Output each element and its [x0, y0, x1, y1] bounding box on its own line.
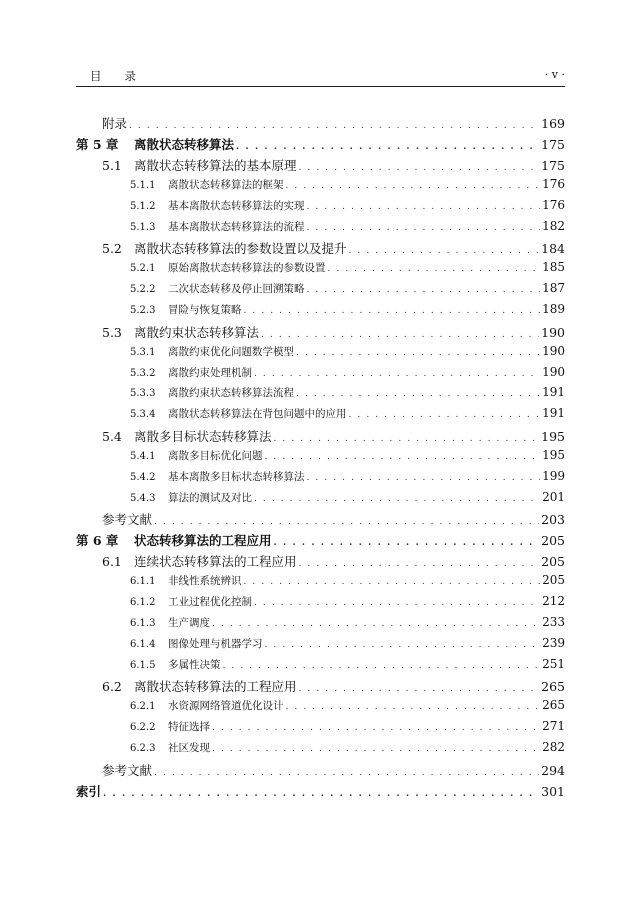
- toc-entry-number: 5.2.2: [130, 284, 156, 296]
- toc-entry[interactable]: [76, 448, 565, 469]
- dot-leader: [265, 452, 541, 462]
- toc-entry-number: 6.1.5: [130, 659, 156, 671]
- dot-leader: [349, 246, 540, 256]
- toc-entry-title: 工业过程优化控制: [168, 596, 252, 609]
- toc-entry-title: 非线性系统辨识: [168, 575, 242, 588]
- toc-entry-title: 参考文献: [102, 762, 153, 778]
- toc-entry-number: 5.3.1: [130, 346, 156, 358]
- dot-leader: [296, 348, 540, 358]
- toc-entry-number: 5.2: [102, 241, 122, 257]
- toc-entry[interactable]: [76, 219, 565, 240]
- toc-entry-title: 索引: [76, 783, 102, 799]
- toc-entry-number: 6.1.2: [130, 597, 156, 609]
- toc-entry[interactable]: [76, 385, 565, 406]
- toc-entry[interactable]: [76, 302, 565, 323]
- toc-entry-title: 离散状态转移算法在背包问题中的应用: [168, 408, 347, 421]
- dot-leader: [212, 619, 540, 629]
- toc-entry-title: 离散约束状态转移算法: [134, 324, 260, 340]
- table-of-contents: [76, 114, 565, 803]
- toc-entry-number: 6.2.3: [130, 742, 156, 754]
- toc-entry[interactable]: [76, 469, 565, 490]
- toc-entry-page: 175: [541, 137, 565, 152]
- toc-entry-page: 205: [541, 554, 565, 570]
- toc-entry[interactable]: [76, 594, 565, 615]
- toc-entry-page: 195: [542, 447, 565, 462]
- dot-leader: [212, 744, 540, 754]
- toc-entry-page: 169: [541, 116, 565, 131]
- toc-entry-number: 5.2.3: [130, 304, 156, 316]
- toc-entry-title: 离散状态转移算法: [134, 137, 235, 152]
- toc-entry[interactable]: [76, 239, 565, 260]
- toc-entry-page: 189: [542, 301, 565, 316]
- toc-entry-title: 基本离散状态转移算法的实现: [168, 199, 305, 212]
- toc-entry[interactable]: [76, 281, 565, 302]
- toc-entry-title: 离散约束处理机制: [168, 366, 252, 379]
- running-header: [76, 66, 565, 84]
- toc-entry-title: 水资源网络管道优化设计: [168, 700, 284, 713]
- dot-leader: [103, 789, 539, 799]
- dot-leader: [274, 538, 540, 548]
- toc-entry-number: 5.1.2: [130, 200, 156, 212]
- toc-entry[interactable]: [76, 427, 565, 448]
- dot-leader: [223, 661, 541, 671]
- toc-entry-title: 离散约束优化问题数学模型: [168, 345, 294, 358]
- dot-leader: [328, 264, 541, 274]
- toc-entry-number: 5.1: [102, 158, 122, 173]
- dot-leader: [212, 723, 540, 733]
- toc-entry-page: 282: [542, 739, 565, 754]
- dot-leader: [254, 369, 540, 379]
- toc-entry[interactable]: [76, 573, 565, 594]
- toc-entry-title: 离散状态转移算法的工程应用: [134, 679, 297, 695]
- toc-entry-number: 第 5 章: [76, 137, 119, 152]
- toc-entry[interactable]: [76, 365, 565, 386]
- toc-entry-number: 6.2: [102, 679, 122, 695]
- dot-leader: [274, 434, 540, 444]
- dot-leader: [307, 223, 541, 233]
- dot-leader: [286, 702, 541, 712]
- toc-entry[interactable]: [76, 510, 565, 531]
- dot-leader: [349, 410, 541, 420]
- toc-entry-page: 205: [542, 573, 565, 588]
- dot-leader: [307, 202, 541, 212]
- toc-entry-page: 191: [542, 406, 565, 421]
- dot-leader: [307, 473, 541, 483]
- toc-entry-page: 190: [541, 324, 565, 340]
- dot-leader: [154, 768, 539, 778]
- toc-entry[interactable]: [76, 406, 565, 427]
- dot-leader: [286, 181, 541, 191]
- dot-leader: [261, 330, 539, 340]
- toc-entry-number: 6.1.3: [130, 617, 156, 629]
- toc-entry-title: 基本离散状态转移算法的流程: [168, 220, 305, 233]
- toc-entry-title: 冒险与恢复策略: [168, 303, 242, 316]
- toc-entry-page: 191: [542, 385, 565, 400]
- toc-entry[interactable]: [76, 636, 565, 657]
- toc-entry-page: 195: [541, 428, 565, 444]
- toc-entry[interactable]: [76, 740, 565, 761]
- toc-entry-number: 5.4.2: [130, 471, 156, 483]
- toc-entry-page: 175: [541, 158, 565, 173]
- toc-entry-page: 294: [541, 762, 565, 778]
- toc-entry-number: 5.3: [102, 324, 122, 340]
- toc-entry[interactable]: [76, 177, 565, 198]
- toc-entry-number: 6.2.2: [130, 722, 156, 734]
- toc-entry[interactable]: [76, 344, 565, 365]
- toc-entry-page: 265: [541, 679, 565, 695]
- toc-entry-title: 特征选择: [168, 721, 210, 734]
- toc-entry[interactable]: [76, 135, 565, 156]
- toc-entry-page: 182: [542, 218, 565, 233]
- header-rule: [76, 86, 565, 87]
- toc-entry-title: 离散约束状态转移算法流程: [168, 387, 294, 400]
- toc-entry[interactable]: [76, 615, 565, 636]
- toc-entry-number: 5.4.1: [130, 450, 156, 462]
- toc-entry-number: 5.1.3: [130, 221, 156, 233]
- toc-entry[interactable]: [76, 260, 565, 281]
- toc-entry-page: 271: [542, 719, 565, 734]
- toc-entry[interactable]: [76, 323, 565, 344]
- toc-entry-page: 190: [542, 364, 565, 379]
- dot-leader: [244, 577, 541, 587]
- dot-leader: [254, 494, 540, 504]
- dot-leader: [265, 640, 541, 650]
- toc-entry-page: 184: [541, 241, 565, 257]
- toc-entry-title: 参考文献: [102, 512, 153, 528]
- toc-entry-title: 算法的测试及对比: [168, 491, 252, 504]
- toc-entry-page: 301: [541, 783, 565, 799]
- dot-leader: [129, 121, 539, 131]
- header-page-number: · v ·: [544, 68, 565, 81]
- toc-entry-title: 生产调度: [168, 616, 210, 629]
- toc-entry-number: 6.1: [102, 554, 122, 570]
- toc-entry-page: 205: [541, 533, 565, 549]
- toc-entry-title: 离散多目标状态转移算法: [134, 428, 272, 444]
- toc-entry-number: 5.3.3: [130, 388, 156, 400]
- toc-entry-page: 239: [542, 635, 565, 650]
- toc-entry[interactable]: [76, 156, 565, 177]
- toc-entry-page: 199: [542, 468, 565, 483]
- dot-leader: [299, 163, 540, 173]
- toc-entry-title: 社区发现: [168, 741, 210, 754]
- toc-entry-number: 5.2.1: [130, 263, 156, 275]
- toc-entry[interactable]: [76, 698, 565, 719]
- toc-entry[interactable]: [76, 531, 565, 552]
- toc-entry-title: 状态转移算法的工程应用: [134, 533, 272, 549]
- toc-entry[interactable]: [76, 552, 565, 573]
- toc-entry-page: 233: [542, 614, 565, 629]
- toc-entry[interactable]: [76, 761, 565, 782]
- toc-entry[interactable]: [76, 198, 565, 219]
- dot-leader: [244, 306, 541, 316]
- header-title: 目 录: [90, 69, 137, 83]
- toc-entry[interactable]: [76, 782, 565, 803]
- toc-entry-number: 5.1.1: [130, 180, 156, 191]
- toc-entry-page: 187: [542, 281, 565, 296]
- toc-entry-title: 基本离散多目标状态转移算法: [168, 470, 305, 483]
- toc-entry-page: 176: [542, 197, 565, 212]
- dot-leader: [299, 684, 540, 694]
- toc-entry-number: 6.1.1: [130, 576, 156, 588]
- toc-entry-page: 251: [542, 656, 565, 671]
- toc-entry-title: 附录: [102, 116, 128, 131]
- toc-entry-page: 176: [542, 177, 565, 191]
- toc-entry-number: 第 6 章: [76, 533, 119, 549]
- toc-entry-title: 原始离散状态转移算法的参数设置: [168, 262, 326, 275]
- toc-entry-number: 6.1.4: [130, 638, 156, 650]
- dot-leader: [296, 389, 540, 399]
- dot-leader: [299, 559, 540, 569]
- toc-entry-number: 5.3.2: [130, 367, 156, 379]
- toc-entry-number: 5.4: [102, 428, 122, 444]
- toc-entry-title: 连续状态转移算法的工程应用: [134, 554, 297, 570]
- toc-entry[interactable]: [76, 114, 565, 135]
- toc-entry-page: 265: [542, 698, 565, 713]
- toc-entry-number: 5.3.4: [130, 409, 156, 421]
- toc-entry-page: 190: [542, 343, 565, 358]
- toc-entry-title: 离散状态转移算法的参数设置以及提升: [134, 241, 347, 257]
- toc-entry[interactable]: [76, 490, 565, 511]
- dot-leader: [254, 598, 540, 608]
- dot-leader: [236, 142, 539, 152]
- toc-entry-page: 185: [542, 260, 565, 275]
- toc-entry-title: 离散状态转移算法的基本原理: [134, 158, 297, 173]
- toc-entry-number: 6.2.1: [130, 701, 156, 713]
- toc-entry-title: 二次状态转移及停止回溯策略: [168, 283, 305, 296]
- toc-entry-page: 201: [542, 489, 565, 504]
- toc-entry-title: 图像处理与机器学习: [168, 637, 263, 650]
- toc-entry[interactable]: [76, 677, 565, 698]
- dot-leader: [154, 517, 539, 527]
- toc-entry-number: 5.4.3: [130, 492, 156, 504]
- toc-entry[interactable]: [76, 657, 565, 678]
- toc-entry-title: 离散多目标优化问题: [168, 449, 263, 462]
- toc-entry-title: 多属性决策: [168, 658, 221, 671]
- toc-entry-page: 212: [542, 594, 565, 609]
- toc-entry-title: 离散状态转移算法的框架: [168, 179, 284, 191]
- toc-entry[interactable]: [76, 719, 565, 740]
- dot-leader: [307, 285, 541, 295]
- toc-entry-page: 203: [541, 512, 565, 528]
